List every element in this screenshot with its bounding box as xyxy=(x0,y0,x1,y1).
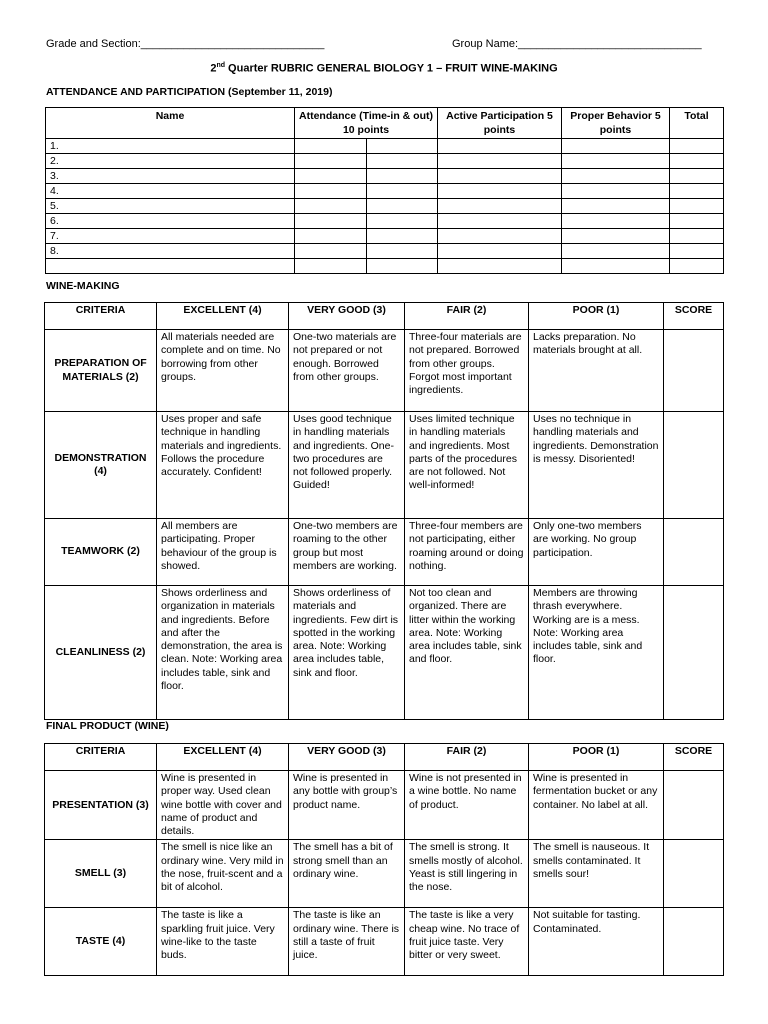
table-row xyxy=(45,330,724,412)
row-number xyxy=(46,259,295,274)
fair-cell: The smell is strong. It smells mostly of alcohol. Yeast is still lingering in the nose. xyxy=(405,840,529,908)
row-number: 5. xyxy=(46,199,295,214)
col-very-good: VERY GOOD (3) xyxy=(289,744,405,771)
excellent-cell: Shows orderliness and organization in materials and ingredients. Before and after the demonstration, the area is clean. Note: Working area includes table, sink and floor. xyxy=(157,586,289,720)
col-score: SCORE xyxy=(664,744,724,771)
col-excellent: EXCELLENT (4) xyxy=(157,303,289,330)
table-row xyxy=(46,169,724,184)
excellent-cell: All materials needed are complete and on time. No borrowing from other groups. xyxy=(157,330,289,412)
score-cell xyxy=(664,771,724,840)
col-score: SCORE xyxy=(664,303,724,330)
grade-section-field: Grade and Section:______________________________ xyxy=(46,38,325,50)
col-attendance: Attendance (Time-in & out) 10 points xyxy=(295,108,438,139)
fair-cell: Three-four members are not participating, either roaming around or doing nothing. xyxy=(405,519,529,586)
excellent-cell: Uses proper and safe technique in handling materials and ingredients. Follows the procedure accurately. Confident! xyxy=(157,412,289,519)
row-number: 7. xyxy=(46,229,295,244)
wine-making-heading: WINE-MAKING xyxy=(46,280,120,292)
poor-cell: Wine is presented in fermentation bucket or any container. No label at all. xyxy=(529,771,664,840)
score-cell xyxy=(664,330,724,412)
row-number: 3. xyxy=(46,169,295,184)
col-proper-behavior: Proper Behavior 5 points xyxy=(562,108,670,139)
very-good-cell: The smell has a bit of strong smell than an ordinary wine. xyxy=(289,840,405,908)
table-row xyxy=(45,519,724,586)
table-row xyxy=(45,771,724,840)
score-cell xyxy=(664,412,724,519)
very-good-cell: Wine is presented in any bottle with group’s product name. xyxy=(289,771,405,840)
row-number: 6. xyxy=(46,214,295,229)
criteria-cell: DEMONSTRATION (4) xyxy=(45,412,157,519)
criteria-cell: PRESENTATION (3) xyxy=(45,771,157,840)
col-fair: FAIR (2) xyxy=(405,303,529,330)
table-row xyxy=(45,840,724,908)
fair-cell: Three-four materials are not prepared. Borrowed from other groups. Forgot most important ingredients. xyxy=(405,330,529,412)
poor-cell: Uses no technique in handling materials and ingredients. Demonstration is messy. Disoriented! xyxy=(529,412,664,519)
criteria-cell: SMELL (3) xyxy=(45,840,157,908)
col-criteria: CRITERIA xyxy=(45,744,157,771)
final-product-heading: FINAL PRODUCT (WINE) xyxy=(46,720,169,732)
attendance-header-row xyxy=(46,108,724,139)
page-title: 2nd Quarter RUBRIC GENERAL BIOLOGY 1 – FRUIT WINE-MAKING xyxy=(210,62,558,75)
col-name: Name xyxy=(46,108,295,139)
table-row xyxy=(45,586,724,720)
col-very-good: VERY GOOD (3) xyxy=(289,303,405,330)
table-row xyxy=(46,214,724,229)
criteria-cell: PREPARATION OF MATERIALS (2) xyxy=(45,330,157,412)
col-poor: POOR (1) xyxy=(529,744,664,771)
col-poor: POOR (1) xyxy=(529,303,664,330)
col-total: Total xyxy=(670,108,724,139)
fair-cell: Wine is not presented in a wine bottle. No name of product. xyxy=(405,771,529,840)
wine-making-table xyxy=(44,302,724,720)
excellent-cell: All members are participating. Proper behaviour of the group is showed. xyxy=(157,519,289,586)
table-row xyxy=(46,154,724,169)
table-row xyxy=(46,259,724,274)
fair-cell: Uses limited technique in handling materials and ingredients. Most parts of the procedures are not followed. Not well-informed! xyxy=(405,412,529,519)
poor-cell: Members are throwing thrash everywhere. Working are is a mess. Note: Working area includes table, sink and floor. xyxy=(529,586,664,720)
very-good-cell: One-two members are roaming to the other group but most members are working. xyxy=(289,519,405,586)
table-row xyxy=(46,139,724,154)
table-row xyxy=(45,412,724,519)
table-row xyxy=(46,184,724,199)
excellent-cell: The smell is nice like an ordinary wine. Very mild in the nose, fruit-scent and a bit of alcohol. xyxy=(157,840,289,908)
very-good-cell: One-two materials are not prepared or not enough. Borrowed from other groups. xyxy=(289,330,405,412)
table-row xyxy=(46,244,724,259)
col-active-participation: Active Participation 5 points xyxy=(438,108,562,139)
score-cell xyxy=(664,519,724,586)
poor-cell: Only one-two members are working. No group participation. xyxy=(529,519,664,586)
wine-making-header-row xyxy=(45,303,724,330)
poor-cell: Not suitable for tasting. Contaminated. xyxy=(529,908,664,976)
final-product-header-row xyxy=(45,744,724,771)
poor-cell: Lacks preparation. No materials brought at all. xyxy=(529,330,664,412)
group-name-field: Group Name:______________________________ xyxy=(452,38,702,50)
attendance-table xyxy=(45,107,724,274)
score-cell xyxy=(664,840,724,908)
final-product-table xyxy=(44,743,724,976)
row-number: 1. xyxy=(46,139,295,154)
col-excellent: EXCELLENT (4) xyxy=(157,744,289,771)
criteria-cell: TEAMWORK (2) xyxy=(45,519,157,586)
very-good-cell: Shows orderliness of materials and ingredients. Few dirt is spotted in the working area. Note: Working area includes table, sink and floor. xyxy=(289,586,405,720)
attendance-heading: ATTENDANCE AND PARTICIPATION (September 11, 2019) xyxy=(46,86,333,98)
table-row xyxy=(46,229,724,244)
col-fair: FAIR (2) xyxy=(405,744,529,771)
score-cell xyxy=(664,586,724,720)
table-row xyxy=(45,908,724,976)
score-cell xyxy=(664,908,724,976)
very-good-cell: The taste is like an ordinary wine. There is still a taste of fruit juice. xyxy=(289,908,405,976)
row-number: 8. xyxy=(46,244,295,259)
criteria-cell: CLEANLINESS (2) xyxy=(45,586,157,720)
row-number: 2. xyxy=(46,154,295,169)
poor-cell: The smell is nauseous. It smells contaminated. It smells sour! xyxy=(529,840,664,908)
table-row xyxy=(46,199,724,214)
col-criteria: CRITERIA xyxy=(45,303,157,330)
criteria-cell: TASTE (4) xyxy=(45,908,157,976)
excellent-cell: Wine is presented in proper way. Used clean wine bottle with cover and name of product and details. xyxy=(157,771,289,840)
very-good-cell: Uses good technique in handling materials and ingredients. One-two procedures are not followed properly. Guided! xyxy=(289,412,405,519)
row-number: 4. xyxy=(46,184,295,199)
excellent-cell: The taste is like a sparkling fruit juice. Very wine-like to the taste buds. xyxy=(157,908,289,976)
fair-cell: Not too clean and organized. There are litter within the working area. Note: Working area includes table, sink and floor. xyxy=(405,586,529,720)
fair-cell: The taste is like a very cheap wine. No trace of fruit juice taste. Very bitter or very sweet. xyxy=(405,908,529,976)
